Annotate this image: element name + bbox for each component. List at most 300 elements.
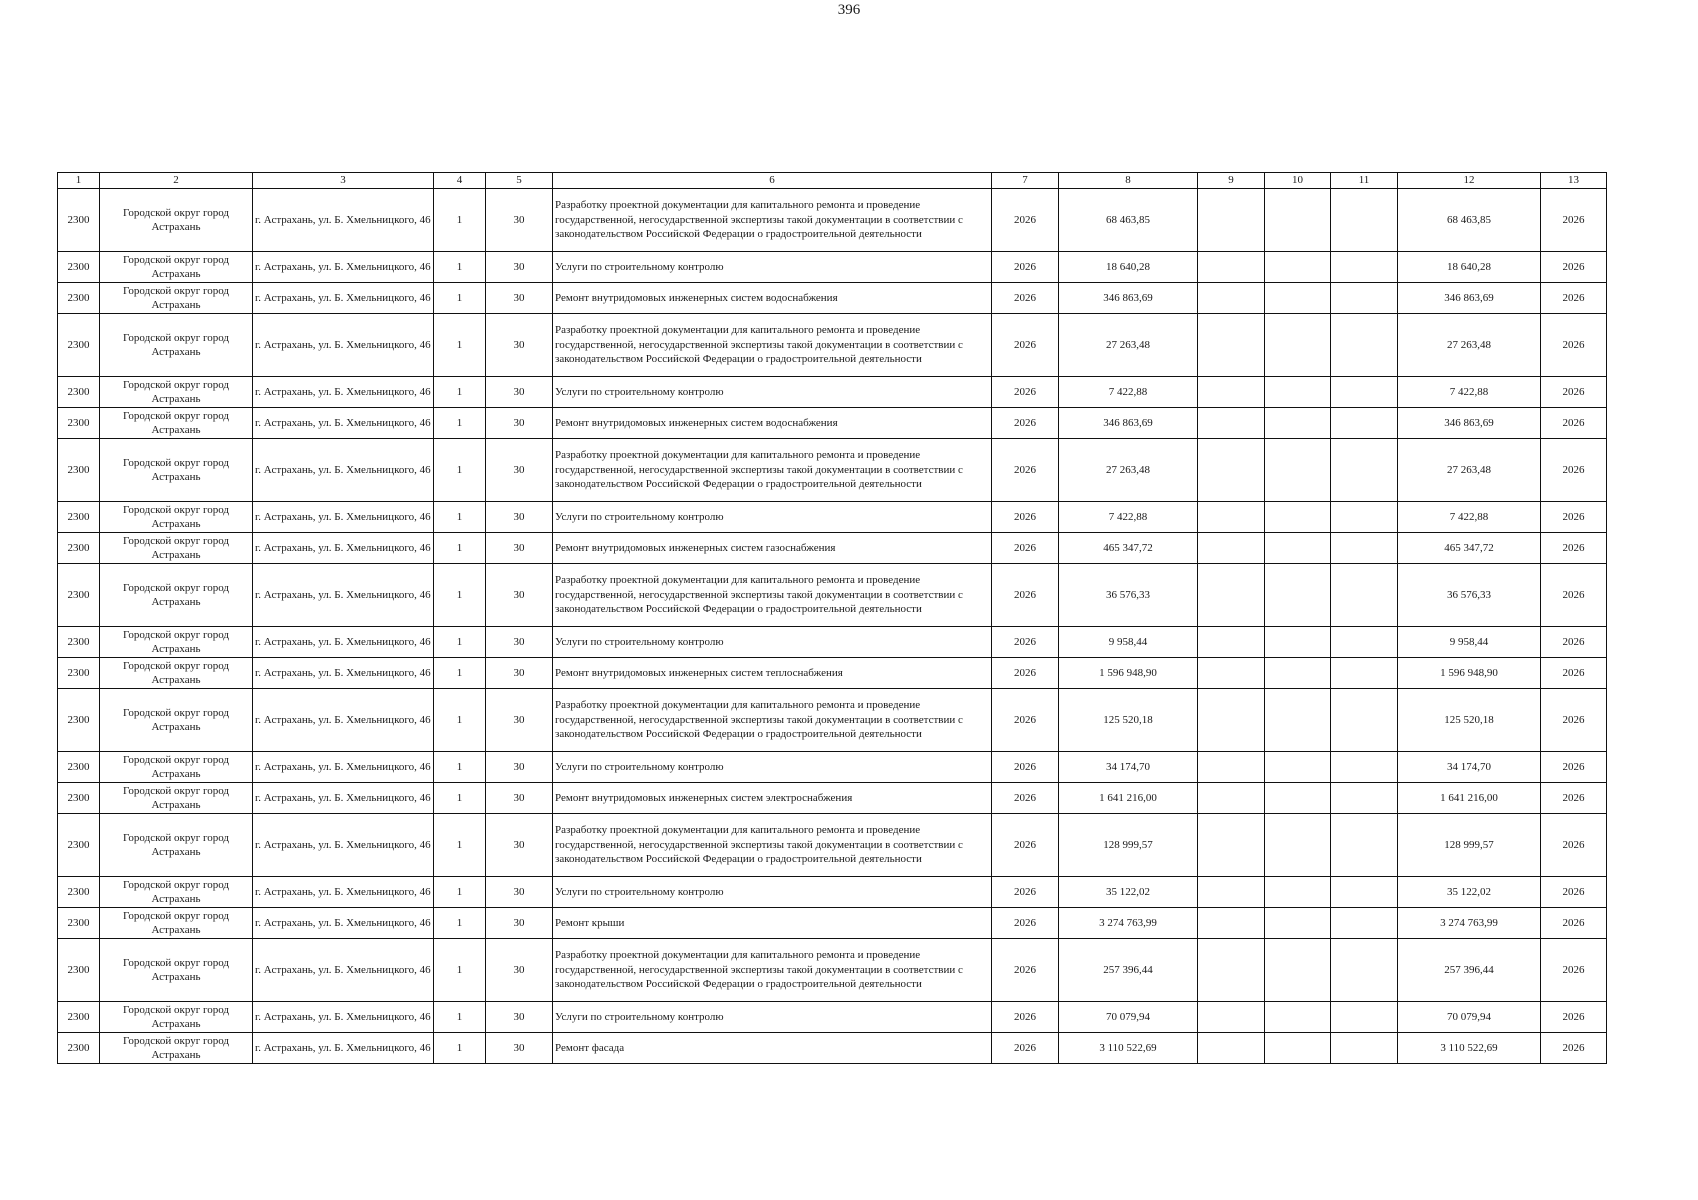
completion-year-cell: 2026 xyxy=(1541,783,1607,814)
work-code-cell: 30 xyxy=(486,408,553,439)
municipality-cell: Городской округ город Астрахань xyxy=(100,939,253,1002)
completion-year-cell: 2026 xyxy=(1541,377,1607,408)
total-cost-cell: 257 396,44 xyxy=(1059,939,1198,1002)
year-cell: 2026 xyxy=(992,908,1059,939)
address-cell: г. Астрахань, ул. Б. Хмельницкого, 46 xyxy=(253,377,434,408)
work-description-cell: Ремонт внутридомовых инженерных систем водоснабжения xyxy=(553,408,992,439)
work-code-cell: 30 xyxy=(486,377,553,408)
completion-year-cell: 2026 xyxy=(1541,627,1607,658)
count-cell: 1 xyxy=(434,877,486,908)
region-code-cell: 2300 xyxy=(58,189,100,252)
municipality-cell: Городской округ город Астрахань xyxy=(100,314,253,377)
year-cell: 2026 xyxy=(992,502,1059,533)
work-code-cell: 30 xyxy=(486,252,553,283)
cost-col-10-cell xyxy=(1265,689,1331,752)
cost-col-11-cell xyxy=(1331,908,1398,939)
work-description-cell: Услуги по строительному контролю xyxy=(553,752,992,783)
cost-col-12-cell: 68 463,85 xyxy=(1398,189,1541,252)
cost-col-12-cell: 70 079,94 xyxy=(1398,1002,1541,1033)
table-row xyxy=(58,283,1607,314)
cost-col-11-cell xyxy=(1331,252,1398,283)
column-header-10: 10 xyxy=(1265,173,1331,189)
year-cell: 2026 xyxy=(992,689,1059,752)
column-header-3: 3 xyxy=(253,173,434,189)
region-code-cell: 2300 xyxy=(58,1002,100,1033)
cost-col-10-cell xyxy=(1265,564,1331,627)
column-header-8: 8 xyxy=(1059,173,1198,189)
cost-col-11-cell xyxy=(1331,439,1398,502)
municipality-cell: Городской округ город Астрахань xyxy=(100,658,253,689)
region-code-cell: 2300 xyxy=(58,408,100,439)
completion-year-cell: 2026 xyxy=(1541,533,1607,564)
total-cost-cell: 35 122,02 xyxy=(1059,877,1198,908)
cost-col-9-cell xyxy=(1198,939,1265,1002)
work-description-cell: Разработку проектной документации для капитального ремонта и проведение государственной, негосударственной экспертизы такой документации в соответствии с законодательством Российской Федерации о градостроительной деятельности xyxy=(553,439,992,502)
cost-col-12-cell: 346 863,69 xyxy=(1398,283,1541,314)
count-cell: 1 xyxy=(434,564,486,627)
total-cost-cell: 27 263,48 xyxy=(1059,314,1198,377)
cost-col-10-cell xyxy=(1265,658,1331,689)
cost-col-12-cell: 18 640,28 xyxy=(1398,252,1541,283)
region-code-cell: 2300 xyxy=(58,658,100,689)
cost-col-11-cell xyxy=(1331,627,1398,658)
cost-col-10-cell xyxy=(1265,877,1331,908)
address-cell: г. Астрахань, ул. Б. Хмельницкого, 46 xyxy=(253,1033,434,1064)
total-cost-cell: 27 263,48 xyxy=(1059,439,1198,502)
address-cell: г. Астрахань, ул. Б. Хмельницкого, 46 xyxy=(253,252,434,283)
municipality-cell: Городской округ город Астрахань xyxy=(100,1002,253,1033)
address-cell: г. Астрахань, ул. Б. Хмельницкого, 46 xyxy=(253,752,434,783)
total-cost-cell: 3 274 763,99 xyxy=(1059,908,1198,939)
work-description-cell: Ремонт внутридомовых инженерных систем водоснабжения xyxy=(553,283,992,314)
cost-col-12-cell: 27 263,48 xyxy=(1398,439,1541,502)
work-code-cell: 30 xyxy=(486,564,553,627)
cost-col-12-cell: 346 863,69 xyxy=(1398,408,1541,439)
year-cell: 2026 xyxy=(992,252,1059,283)
count-cell: 1 xyxy=(434,783,486,814)
cost-col-9-cell xyxy=(1198,908,1265,939)
total-cost-cell: 346 863,69 xyxy=(1059,283,1198,314)
table-row xyxy=(58,564,1607,627)
column-header-12: 12 xyxy=(1398,173,1541,189)
year-cell: 2026 xyxy=(992,814,1059,877)
completion-year-cell: 2026 xyxy=(1541,877,1607,908)
column-header-11: 11 xyxy=(1331,173,1398,189)
count-cell: 1 xyxy=(434,658,486,689)
work-code-cell: 30 xyxy=(486,627,553,658)
work-code-cell: 30 xyxy=(486,1002,553,1033)
cost-col-9-cell xyxy=(1198,502,1265,533)
cost-col-12-cell: 128 999,57 xyxy=(1398,814,1541,877)
column-header-13: 13 xyxy=(1541,173,1607,189)
cost-col-10-cell xyxy=(1265,627,1331,658)
work-description-cell: Ремонт внутридомовых инженерных систем электроснабжения xyxy=(553,783,992,814)
count-cell: 1 xyxy=(434,252,486,283)
year-cell: 2026 xyxy=(992,189,1059,252)
municipality-cell: Городской округ город Астрахань xyxy=(100,752,253,783)
total-cost-cell: 125 520,18 xyxy=(1059,689,1198,752)
cost-col-9-cell xyxy=(1198,408,1265,439)
total-cost-cell: 70 079,94 xyxy=(1059,1002,1198,1033)
page-number: 396 xyxy=(837,2,861,18)
region-code-cell: 2300 xyxy=(58,564,100,627)
count-cell: 1 xyxy=(434,752,486,783)
municipality-cell: Городской округ город Астрахань xyxy=(100,377,253,408)
work-description-cell: Ремонт внутридомовых инженерных систем газоснабжения xyxy=(553,533,992,564)
region-code-cell: 2300 xyxy=(58,377,100,408)
completion-year-cell: 2026 xyxy=(1541,814,1607,877)
completion-year-cell: 2026 xyxy=(1541,439,1607,502)
municipality-cell: Городской округ город Астрахань xyxy=(100,877,253,908)
completion-year-cell: 2026 xyxy=(1541,189,1607,252)
cost-col-9-cell xyxy=(1198,533,1265,564)
municipality-cell: Городской округ город Астрахань xyxy=(100,564,253,627)
column-header-5: 5 xyxy=(486,173,553,189)
municipality-cell: Городской округ город Астрахань xyxy=(100,189,253,252)
cost-col-10-cell xyxy=(1265,752,1331,783)
work-description-cell: Разработку проектной документации для капитального ремонта и проведение государственной, негосударственной экспертизы такой документации в соответствии с законодательством Российской Федерации о градостроительной деятельности xyxy=(553,814,992,877)
cost-col-9-cell xyxy=(1198,377,1265,408)
address-cell: г. Астрахань, ул. Б. Хмельницкого, 46 xyxy=(253,189,434,252)
count-cell: 1 xyxy=(434,1033,486,1064)
work-description-cell: Услуги по строительному контролю xyxy=(553,252,992,283)
completion-year-cell: 2026 xyxy=(1541,564,1607,627)
year-cell: 2026 xyxy=(992,939,1059,1002)
cost-col-12-cell: 1 641 216,00 xyxy=(1398,783,1541,814)
year-cell: 2026 xyxy=(992,752,1059,783)
column-header-4: 4 xyxy=(434,173,486,189)
address-cell: г. Астрахань, ул. Б. Хмельницкого, 46 xyxy=(253,314,434,377)
municipality-cell: Городской округ город Астрахань xyxy=(100,783,253,814)
count-cell: 1 xyxy=(434,377,486,408)
cost-col-9-cell xyxy=(1198,1033,1265,1064)
cost-col-11-cell xyxy=(1331,783,1398,814)
work-description-cell: Разработку проектной документации для капитального ремонта и проведение государственной, негосударственной экспертизы такой документации в соответствии с законодательством Российской Федерации о градостроительной деятельности xyxy=(553,939,992,1002)
cost-col-10-cell xyxy=(1265,314,1331,377)
work-description-cell: Ремонт внутридомовых инженерных систем теплоснабжения xyxy=(553,658,992,689)
cost-col-9-cell xyxy=(1198,783,1265,814)
municipality-cell: Городской округ город Астрахань xyxy=(100,1033,253,1064)
address-cell: г. Астрахань, ул. Б. Хмельницкого, 46 xyxy=(253,877,434,908)
table-row xyxy=(58,314,1607,377)
work-code-cell: 30 xyxy=(486,314,553,377)
cost-col-10-cell xyxy=(1265,283,1331,314)
region-code-cell: 2300 xyxy=(58,814,100,877)
cost-col-12-cell: 7 422,88 xyxy=(1398,377,1541,408)
table-row xyxy=(58,502,1607,533)
municipality-cell: Городской округ город Астрахань xyxy=(100,908,253,939)
cost-col-12-cell: 257 396,44 xyxy=(1398,939,1541,1002)
cost-col-11-cell xyxy=(1331,502,1398,533)
table-row xyxy=(58,439,1607,502)
municipality-cell: Городской округ город Астрахань xyxy=(100,627,253,658)
work-code-cell: 30 xyxy=(486,877,553,908)
completion-year-cell: 2026 xyxy=(1541,408,1607,439)
count-cell: 1 xyxy=(434,689,486,752)
cost-col-10-cell xyxy=(1265,502,1331,533)
municipality-cell: Городской округ город Астрахань xyxy=(100,408,253,439)
cost-col-11-cell xyxy=(1331,314,1398,377)
year-cell: 2026 xyxy=(992,1002,1059,1033)
address-cell: г. Астрахань, ул. Б. Хмельницкого, 46 xyxy=(253,564,434,627)
table-body xyxy=(58,189,1607,1064)
region-code-cell: 2300 xyxy=(58,252,100,283)
completion-year-cell: 2026 xyxy=(1541,689,1607,752)
work-code-cell: 30 xyxy=(486,283,553,314)
cost-col-12-cell: 35 122,02 xyxy=(1398,877,1541,908)
address-cell: г. Астрахань, ул. Б. Хмельницкого, 46 xyxy=(253,939,434,1002)
work-code-cell: 30 xyxy=(486,439,553,502)
total-cost-cell: 34 174,70 xyxy=(1059,752,1198,783)
completion-year-cell: 2026 xyxy=(1541,1033,1607,1064)
cost-col-12-cell: 34 174,70 xyxy=(1398,752,1541,783)
region-code-cell: 2300 xyxy=(58,689,100,752)
address-cell: г. Астрахань, ул. Б. Хмельницкого, 46 xyxy=(253,814,434,877)
cost-col-12-cell: 36 576,33 xyxy=(1398,564,1541,627)
total-cost-cell: 9 958,44 xyxy=(1059,627,1198,658)
cost-col-11-cell xyxy=(1331,752,1398,783)
year-cell: 2026 xyxy=(992,533,1059,564)
region-code-cell: 2300 xyxy=(58,939,100,1002)
region-code-cell: 2300 xyxy=(58,783,100,814)
count-cell: 1 xyxy=(434,439,486,502)
cost-col-11-cell xyxy=(1331,408,1398,439)
cost-col-11-cell xyxy=(1331,283,1398,314)
municipality-cell: Городской округ город Астрахань xyxy=(100,814,253,877)
address-cell: г. Астрахань, ул. Б. Хмельницкого, 46 xyxy=(253,627,434,658)
cost-col-12-cell: 125 520,18 xyxy=(1398,689,1541,752)
cost-col-10-cell xyxy=(1265,252,1331,283)
cost-col-10-cell xyxy=(1265,814,1331,877)
work-description-cell: Разработку проектной документации для капитального ремонта и проведение государственной, негосударственной экспертизы такой документации в соответствии с законодательством Российской Федерации о градостроительной деятельности xyxy=(553,314,992,377)
count-cell: 1 xyxy=(434,627,486,658)
count-cell: 1 xyxy=(434,533,486,564)
table-row xyxy=(58,627,1607,658)
address-cell: г. Астрахань, ул. Б. Хмельницкого, 46 xyxy=(253,783,434,814)
cost-col-10-cell xyxy=(1265,189,1331,252)
completion-year-cell: 2026 xyxy=(1541,502,1607,533)
cost-col-9-cell xyxy=(1198,1002,1265,1033)
completion-year-cell: 2026 xyxy=(1541,314,1607,377)
completion-year-cell: 2026 xyxy=(1541,283,1607,314)
cost-col-10-cell xyxy=(1265,533,1331,564)
cost-col-9-cell xyxy=(1198,627,1265,658)
cost-col-11-cell xyxy=(1331,533,1398,564)
cost-col-10-cell xyxy=(1265,439,1331,502)
cost-col-11-cell xyxy=(1331,1033,1398,1064)
capital-repair-table xyxy=(57,172,1607,1064)
total-cost-cell: 1 641 216,00 xyxy=(1059,783,1198,814)
cost-col-10-cell xyxy=(1265,939,1331,1002)
address-cell: г. Астрахань, ул. Б. Хмельницкого, 46 xyxy=(253,439,434,502)
region-code-cell: 2300 xyxy=(58,1033,100,1064)
table-row xyxy=(58,783,1607,814)
table-row xyxy=(58,1033,1607,1064)
work-code-cell: 30 xyxy=(486,189,553,252)
cost-col-11-cell xyxy=(1331,877,1398,908)
municipality-cell: Городской округ город Астрахань xyxy=(100,283,253,314)
table-row xyxy=(58,908,1607,939)
municipality-cell: Городской округ город Астрахань xyxy=(100,533,253,564)
table-row xyxy=(58,252,1607,283)
cost-col-12-cell: 1 596 948,90 xyxy=(1398,658,1541,689)
municipality-cell: Городской округ город Астрахань xyxy=(100,502,253,533)
year-cell: 2026 xyxy=(992,1033,1059,1064)
count-cell: 1 xyxy=(434,939,486,1002)
completion-year-cell: 2026 xyxy=(1541,939,1607,1002)
work-code-cell: 30 xyxy=(486,658,553,689)
cost-col-9-cell xyxy=(1198,877,1265,908)
cost-col-11-cell xyxy=(1331,814,1398,877)
year-cell: 2026 xyxy=(992,564,1059,627)
address-cell: г. Астрахань, ул. Б. Хмельницкого, 46 xyxy=(253,283,434,314)
year-cell: 2026 xyxy=(992,377,1059,408)
table-row xyxy=(58,689,1607,752)
work-code-cell: 30 xyxy=(486,783,553,814)
count-cell: 1 xyxy=(434,502,486,533)
cost-col-10-cell xyxy=(1265,408,1331,439)
year-cell: 2026 xyxy=(992,877,1059,908)
work-description-cell: Ремонт фасада xyxy=(553,1033,992,1064)
count-cell: 1 xyxy=(434,908,486,939)
cost-col-9-cell xyxy=(1198,658,1265,689)
cost-col-9-cell xyxy=(1198,564,1265,627)
column-header-6: 6 xyxy=(553,173,992,189)
completion-year-cell: 2026 xyxy=(1541,908,1607,939)
cost-col-9-cell xyxy=(1198,252,1265,283)
year-cell: 2026 xyxy=(992,658,1059,689)
region-code-cell: 2300 xyxy=(58,314,100,377)
work-code-cell: 30 xyxy=(486,502,553,533)
cost-col-12-cell: 3 274 763,99 xyxy=(1398,908,1541,939)
work-description-cell: Услуги по строительному контролю xyxy=(553,377,992,408)
address-cell: г. Астрахань, ул. Б. Хмельницкого, 46 xyxy=(253,658,434,689)
address-cell: г. Астрахань, ул. Б. Хмельницкого, 46 xyxy=(253,1002,434,1033)
total-cost-cell: 3 110 522,69 xyxy=(1059,1033,1198,1064)
address-cell: г. Астрахань, ул. Б. Хмельницкого, 46 xyxy=(253,502,434,533)
year-cell: 2026 xyxy=(992,439,1059,502)
total-cost-cell: 128 999,57 xyxy=(1059,814,1198,877)
cost-col-12-cell: 465 347,72 xyxy=(1398,533,1541,564)
address-cell: г. Астрахань, ул. Б. Хмельницкого, 46 xyxy=(253,408,434,439)
cost-col-9-cell xyxy=(1198,689,1265,752)
completion-year-cell: 2026 xyxy=(1541,752,1607,783)
work-description-cell: Услуги по строительному контролю xyxy=(553,502,992,533)
total-cost-cell: 7 422,88 xyxy=(1059,377,1198,408)
cost-col-11-cell xyxy=(1331,189,1398,252)
cost-col-10-cell xyxy=(1265,377,1331,408)
region-code-cell: 2300 xyxy=(58,908,100,939)
region-code-cell: 2300 xyxy=(58,439,100,502)
work-description-cell: Разработку проектной документации для капитального ремонта и проведение государственной, негосударственной экспертизы такой документации в соответствии с законодательством Российской Федерации о градостроительной деятельности xyxy=(553,189,992,252)
municipality-cell: Городской округ город Астрахань xyxy=(100,689,253,752)
completion-year-cell: 2026 xyxy=(1541,1002,1607,1033)
cost-col-12-cell: 7 422,88 xyxy=(1398,502,1541,533)
municipality-cell: Городской округ город Астрахань xyxy=(100,252,253,283)
address-cell: г. Астрахань, ул. Б. Хмельницкого, 46 xyxy=(253,533,434,564)
cost-col-9-cell xyxy=(1198,814,1265,877)
table-row xyxy=(58,658,1607,689)
cost-col-11-cell xyxy=(1331,564,1398,627)
address-cell: г. Астрахань, ул. Б. Хмельницкого, 46 xyxy=(253,908,434,939)
cost-col-11-cell xyxy=(1331,689,1398,752)
work-description-cell: Услуги по строительному контролю xyxy=(553,1002,992,1033)
table-row xyxy=(58,533,1607,564)
total-cost-cell: 36 576,33 xyxy=(1059,564,1198,627)
cost-col-9-cell xyxy=(1198,752,1265,783)
address-cell: г. Астрахань, ул. Б. Хмельницкого, 46 xyxy=(253,689,434,752)
column-header-7: 7 xyxy=(992,173,1059,189)
region-code-cell: 2300 xyxy=(58,877,100,908)
year-cell: 2026 xyxy=(992,283,1059,314)
year-cell: 2026 xyxy=(992,783,1059,814)
count-cell: 1 xyxy=(434,1002,486,1033)
cost-col-10-cell xyxy=(1265,908,1331,939)
work-code-cell: 30 xyxy=(486,814,553,877)
total-cost-cell: 465 347,72 xyxy=(1059,533,1198,564)
region-code-cell: 2300 xyxy=(58,752,100,783)
cost-col-9-cell xyxy=(1198,314,1265,377)
table-row xyxy=(58,189,1607,252)
region-code-cell: 2300 xyxy=(58,533,100,564)
cost-col-11-cell xyxy=(1331,377,1398,408)
table-row xyxy=(58,814,1607,877)
completion-year-cell: 2026 xyxy=(1541,658,1607,689)
work-description-cell: Услуги по строительному контролю xyxy=(553,627,992,658)
work-code-cell: 30 xyxy=(486,533,553,564)
work-description-cell: Услуги по строительному контролю xyxy=(553,877,992,908)
total-cost-cell: 68 463,85 xyxy=(1059,189,1198,252)
total-cost-cell: 7 422,88 xyxy=(1059,502,1198,533)
work-code-cell: 30 xyxy=(486,752,553,783)
column-header-2: 2 xyxy=(100,173,253,189)
count-cell: 1 xyxy=(434,283,486,314)
completion-year-cell: 2026 xyxy=(1541,252,1607,283)
total-cost-cell: 1 596 948,90 xyxy=(1059,658,1198,689)
work-description-cell: Ремонт крыши xyxy=(553,908,992,939)
cost-col-12-cell: 27 263,48 xyxy=(1398,314,1541,377)
table-row xyxy=(58,939,1607,1002)
cost-col-10-cell xyxy=(1265,783,1331,814)
year-cell: 2026 xyxy=(992,408,1059,439)
cost-col-10-cell xyxy=(1265,1033,1331,1064)
work-code-cell: 30 xyxy=(486,939,553,1002)
cost-col-11-cell xyxy=(1331,939,1398,1002)
region-code-cell: 2300 xyxy=(58,283,100,314)
total-cost-cell: 346 863,69 xyxy=(1059,408,1198,439)
column-header-1: 1 xyxy=(58,173,100,189)
work-description-cell: Разработку проектной документации для капитального ремонта и проведение государственной, негосударственной экспертизы такой документации в соответствии с законодательством Российской Федерации о градостроительной деятельности xyxy=(553,689,992,752)
year-cell: 2026 xyxy=(992,627,1059,658)
work-code-cell: 30 xyxy=(486,689,553,752)
count-cell: 1 xyxy=(434,189,486,252)
cost-col-11-cell xyxy=(1331,658,1398,689)
cost-col-12-cell: 3 110 522,69 xyxy=(1398,1033,1541,1064)
table-row xyxy=(58,408,1607,439)
cost-col-9-cell xyxy=(1198,189,1265,252)
table-row xyxy=(58,877,1607,908)
cost-col-12-cell: 9 958,44 xyxy=(1398,627,1541,658)
table-row xyxy=(58,752,1607,783)
cost-col-9-cell xyxy=(1198,439,1265,502)
header-row xyxy=(58,173,1607,189)
municipality-cell: Городской округ город Астрахань xyxy=(100,439,253,502)
table-row xyxy=(58,377,1607,408)
column-header-9: 9 xyxy=(1198,173,1265,189)
cost-col-9-cell xyxy=(1198,283,1265,314)
cost-col-11-cell xyxy=(1331,1002,1398,1033)
cost-col-10-cell xyxy=(1265,1002,1331,1033)
